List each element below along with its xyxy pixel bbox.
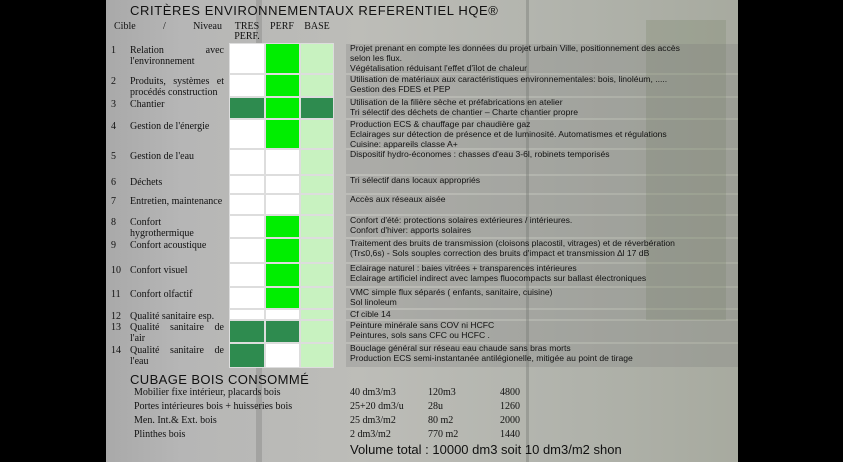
level-base-cell bbox=[300, 175, 334, 194]
criteria-number: 2 bbox=[111, 76, 116, 87]
description-line: Tri sélectif dans locaux appropriés bbox=[350, 176, 481, 185]
description-line: selon les flux. bbox=[350, 53, 403, 63]
level-perf-cell bbox=[265, 149, 300, 175]
criteria-number: 4 bbox=[111, 121, 116, 132]
description-line: Peintures, sols sans CFC ou HCFC . bbox=[350, 330, 490, 340]
level-perf-cell bbox=[265, 43, 300, 74]
criteria-label: Qualité sanitaire esp. bbox=[130, 311, 215, 322]
cubage-row bbox=[106, 414, 738, 428]
description-line: (Tr≤0,6s) - Sols souples correction des bruits d'impact et transmission ∆l 17 dB bbox=[350, 248, 650, 258]
level-tres-perf-cell bbox=[229, 119, 265, 149]
criteria-description bbox=[350, 195, 734, 205]
level-tres-perf-cell bbox=[229, 194, 265, 215]
level-tres-perf-cell bbox=[229, 238, 265, 263]
description-line: Eclairage naturel : baies vitrées + transparences intérieures bbox=[350, 264, 577, 273]
description-line: Peinture minérale sans COV ni HCFC bbox=[350, 321, 495, 330]
level-perf-cell bbox=[265, 97, 300, 119]
level-perf-cell bbox=[265, 320, 300, 343]
level-tres-perf-cell bbox=[229, 287, 265, 309]
cubage-total: 4800 bbox=[500, 387, 520, 398]
criteria-row bbox=[106, 343, 738, 368]
criteria-label: Entretien, maintenance bbox=[130, 196, 223, 207]
description-line: Végétalisation réduisant l'effet d'îlot de chaleur bbox=[350, 63, 528, 73]
description-line: Traitement des bruits de transmission (cloisons placostil, vitrages) et de réverbération bbox=[350, 239, 675, 248]
level-perf-cell bbox=[265, 119, 300, 149]
level-base-cell bbox=[300, 320, 334, 343]
criteria-row bbox=[106, 149, 738, 175]
level-perf-cell bbox=[265, 194, 300, 215]
level-tres-perf-cell bbox=[229, 149, 265, 175]
header-cible: Cible bbox=[114, 21, 136, 32]
cubage-label: Mobilier fixe intérieur, placards bois bbox=[134, 387, 281, 398]
level-base-cell bbox=[300, 43, 334, 74]
criteria-description bbox=[350, 310, 734, 320]
criteria-description bbox=[350, 321, 734, 341]
criteria-description bbox=[350, 264, 734, 284]
criteria-row bbox=[106, 309, 738, 320]
criteria-number: 3 bbox=[111, 99, 116, 110]
description-line: Projet prenant en compte les données du projet urbain Ville, positionnement des accès bbox=[350, 44, 680, 53]
criteria-label: Chantier bbox=[130, 99, 165, 110]
criteria-number: 10 bbox=[111, 265, 121, 276]
level-tres-perf-cell bbox=[229, 215, 265, 238]
criteria-row bbox=[106, 43, 738, 74]
criteria-description bbox=[350, 150, 734, 160]
level-base-cell bbox=[300, 263, 334, 287]
cubage-quantity: 770 m2 bbox=[428, 429, 459, 440]
description-line: Accès aux réseaux aisée bbox=[350, 195, 446, 204]
level-base-cell bbox=[300, 287, 334, 309]
cubage-title: CUBAGE BOIS CONSOMMÉ bbox=[130, 372, 310, 387]
criteria-label: Qualité sanitaire de l'air bbox=[130, 322, 224, 344]
criteria-row bbox=[106, 175, 738, 194]
description-line: Production ECS & chauffage par chaudière gaz bbox=[350, 120, 531, 129]
level-tres-perf-cell bbox=[229, 97, 265, 119]
level-perf-cell bbox=[265, 175, 300, 194]
level-base-cell bbox=[300, 119, 334, 149]
cubage-total: 2000 bbox=[500, 415, 520, 426]
criteria-row bbox=[106, 287, 738, 309]
header-niveau: Niveau bbox=[193, 21, 222, 32]
cubage-label: Men. Int.& Ext. bois bbox=[134, 415, 217, 426]
criteria-label: Confort olfactif bbox=[130, 289, 193, 300]
level-base-cell bbox=[300, 309, 334, 320]
description-line: VMC simple flux séparés ( enfants, sanitaire, cuisine) bbox=[350, 288, 553, 297]
criteria-row bbox=[106, 119, 738, 149]
header-cible-niveau bbox=[114, 22, 222, 32]
description-line: Cf cible 14 bbox=[350, 310, 391, 319]
description-line: Sol linoleum bbox=[350, 297, 397, 307]
criteria-label: Confort acoustique bbox=[130, 240, 207, 251]
cubage-row bbox=[106, 386, 738, 400]
description-line: Bouclage général sur réseau eau chaude sans bras morts bbox=[350, 344, 571, 353]
level-tres-perf-cell bbox=[229, 43, 265, 74]
criteria-label: Qualité sanitaire de l'eau bbox=[130, 345, 224, 367]
description-line: Eclairage artificiel indirect avec lampes fluocompacts sur ballast électroniques bbox=[350, 273, 647, 283]
criteria-description bbox=[350, 216, 734, 236]
description-line: Cuisine: appareils classe A+ bbox=[350, 139, 458, 149]
header-slash: / bbox=[163, 21, 166, 32]
description-line: Utilisation de la filière sèche et préfabrications en atelier bbox=[350, 98, 563, 107]
criteria-number: 13 bbox=[111, 322, 121, 333]
level-perf-cell bbox=[265, 343, 300, 368]
cubage-ratio: 2 dm3/m2 bbox=[350, 429, 391, 440]
level-tres-perf-cell bbox=[229, 74, 265, 97]
level-perf-cell bbox=[265, 215, 300, 238]
header-tres-perf: TRES PERF. bbox=[234, 21, 260, 42]
criteria-row bbox=[106, 97, 738, 119]
criteria-number: 6 bbox=[111, 177, 116, 188]
level-tres-perf-cell bbox=[229, 309, 265, 320]
level-base-cell bbox=[300, 343, 334, 368]
criteria-label: Déchets bbox=[130, 177, 163, 188]
criteria-number: 7 bbox=[111, 196, 116, 207]
level-base-cell bbox=[300, 194, 334, 215]
criteria-number: 8 bbox=[111, 217, 116, 228]
volume-total: Volume total : 10000 dm3 soit 10 dm3/m2 shon bbox=[350, 442, 622, 457]
slide bbox=[106, 0, 738, 462]
criteria-description bbox=[350, 239, 734, 259]
cubage-quantity: 80 m2 bbox=[428, 415, 454, 426]
criteria-number: 1 bbox=[111, 45, 116, 56]
description-line: Utilisation de matériaux aux caractéristiques environnementales: bois, linoléum, ..... bbox=[350, 75, 668, 84]
criteria-description bbox=[350, 75, 734, 95]
cubage-ratio: 25 dm3/m2 bbox=[350, 415, 396, 426]
description-line: Confort d'été: protections solaires extérieures / intérieures. bbox=[350, 216, 573, 225]
page-title: CRITÈRES ENVIRONNEMENTAUX REFERENTIEL HQE® bbox=[130, 3, 499, 18]
cubage-label: Portes intérieures bois + huisseries bois bbox=[134, 401, 293, 412]
criteria-row bbox=[106, 215, 738, 238]
level-tres-perf-cell bbox=[229, 320, 265, 343]
criteria-description bbox=[350, 98, 734, 118]
criteria-description bbox=[350, 176, 734, 186]
cubage-quantity: 28u bbox=[428, 401, 443, 412]
criteria-description bbox=[350, 44, 734, 73]
cubage-total: 1440 bbox=[500, 429, 520, 440]
cubage-row bbox=[106, 400, 738, 414]
level-perf-cell bbox=[265, 238, 300, 263]
level-tres-perf-cell bbox=[229, 263, 265, 287]
description-line: Tri sélectif des déchets de chantier – Charte chantier propre bbox=[350, 107, 579, 117]
criteria-description bbox=[350, 288, 734, 308]
cubage-total: 1260 bbox=[500, 401, 520, 412]
criteria-row bbox=[106, 263, 738, 287]
criteria-number: 11 bbox=[111, 289, 121, 300]
criteria-number: 14 bbox=[111, 345, 121, 356]
criteria-label: Confort visuel bbox=[130, 265, 188, 276]
criteria-label: Gestion de l'eau bbox=[130, 151, 195, 162]
criteria-label: Confort hygrothermique bbox=[130, 217, 194, 239]
criteria-row bbox=[106, 238, 738, 263]
level-perf-cell bbox=[265, 74, 300, 97]
level-base-cell bbox=[300, 149, 334, 175]
description-line: Confort d'hiver: apports solaires bbox=[350, 225, 472, 235]
header-perf: PERF bbox=[270, 21, 294, 32]
description-line: Dispositif hydro-économes : chasses d'eau 3-6l, robinets temporisés bbox=[350, 150, 610, 159]
level-perf-cell bbox=[265, 263, 300, 287]
cubage-label: Plinthes bois bbox=[134, 429, 186, 440]
level-base-cell bbox=[300, 74, 334, 97]
criteria-row bbox=[106, 194, 738, 215]
level-base-cell bbox=[300, 97, 334, 119]
description-line: Gestion des FDES et PEP bbox=[350, 84, 451, 94]
criteria-label: Produits, systèmes et procédés construction bbox=[130, 76, 224, 98]
criteria-row bbox=[106, 74, 738, 97]
level-perf-cell bbox=[265, 287, 300, 309]
header-base: BASE bbox=[304, 21, 330, 32]
cubage-quantity: 120m3 bbox=[428, 387, 456, 398]
level-base-cell bbox=[300, 238, 334, 263]
cubage-row bbox=[106, 428, 738, 442]
criteria-row bbox=[106, 320, 738, 343]
criteria-number: 9 bbox=[111, 240, 116, 251]
criteria-label: Gestion de l'énergie bbox=[130, 121, 210, 132]
description-line: Production ECS semi-instantanée antilégionelle, mitigée au point de tirage bbox=[350, 353, 633, 363]
criteria-description bbox=[350, 344, 734, 364]
description-line: Eclairages sur détection de présence et de luminosité. Automatismes et régulations bbox=[350, 129, 667, 139]
criteria-number: 12 bbox=[111, 311, 121, 322]
level-perf-cell bbox=[265, 309, 300, 320]
level-tres-perf-cell bbox=[229, 175, 265, 194]
cubage-ratio: 40 dm3/m3 bbox=[350, 387, 396, 398]
level-tres-perf-cell bbox=[229, 343, 265, 368]
criteria-number: 5 bbox=[111, 151, 116, 162]
level-base-cell bbox=[300, 215, 334, 238]
criteria-label: Relation avec l'environnement bbox=[130, 45, 224, 67]
criteria-description bbox=[350, 120, 734, 149]
cubage-ratio: 25+20 dm3/u bbox=[350, 401, 404, 412]
